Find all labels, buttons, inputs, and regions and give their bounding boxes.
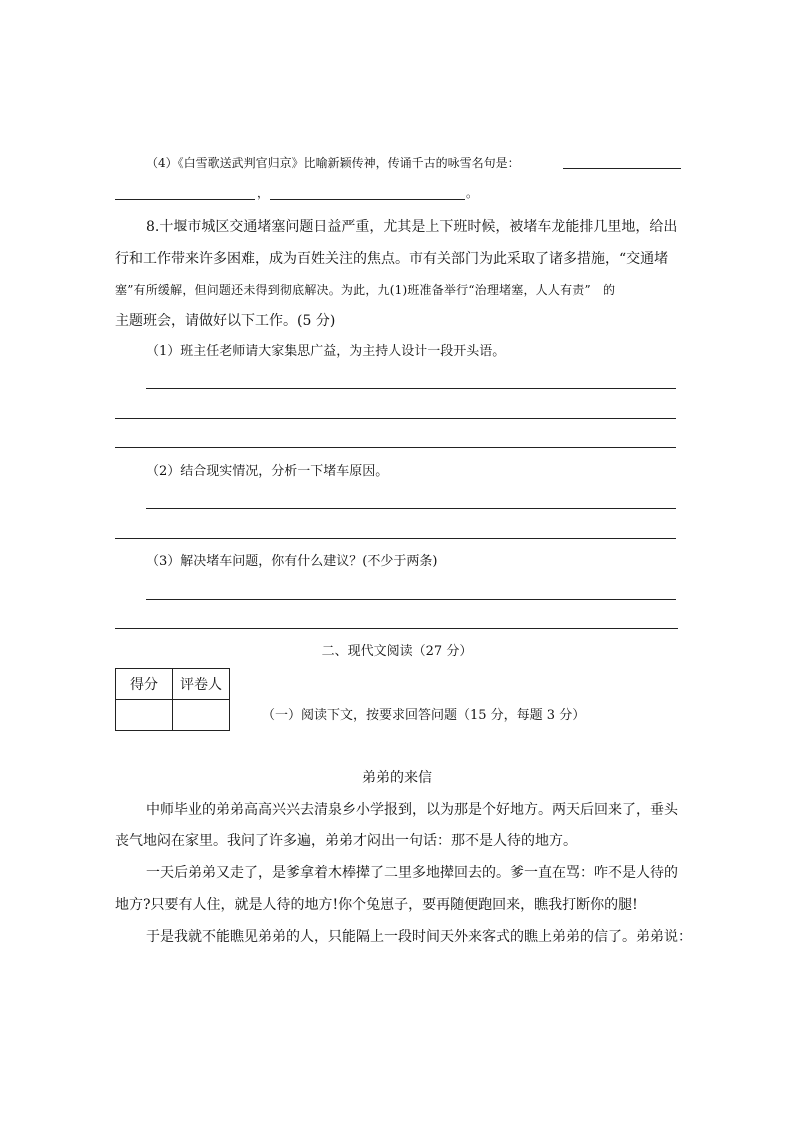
q8-intro-line-1: 8.十堰市城区交通堵塞问题日益严重，尤其是上下班时候，被堵车龙能排几里地，给出 xyxy=(146,219,678,235)
part1-instruction: （一）阅读下文，按要求回答问题（15 分，每题 3 分） xyxy=(262,708,586,723)
section-title: 二、现代文阅读（27 分） xyxy=(321,644,473,659)
passage-line: 于是我就不能瞧见弟弟的人，只能隔上一段时间天外来客式的瞧上弟弟的信了。弟弟说： xyxy=(146,929,692,945)
answer-line[interactable] xyxy=(146,599,676,600)
q8-sub3: （3）解决堵车问题，你有什么建议？(不少于两条) xyxy=(146,554,438,569)
blank-end-mark: 。 xyxy=(466,186,479,200)
q8-sub2: （2）结合现实情况，分析一下堵车原因。 xyxy=(146,464,389,479)
passage-line: 地方?只要有人住，就是人待的地方!你个兔崽子，要再随便跑回来，瞧我打断你的腿! xyxy=(115,897,638,913)
q7-part4-prompt: （4）《白雪歌送武判官归京》比喻新颖传神，传诵千古的咏雪名句是： xyxy=(146,156,520,170)
answer-line[interactable] xyxy=(115,447,676,448)
answer-line[interactable] xyxy=(115,628,678,629)
q8-intro-line-4: 主题班会，请做好以下工作。(5 分) xyxy=(115,313,336,329)
q8-sub1: （1）班主任老师请大家集思广益，为主持人设计一段开头语。 xyxy=(146,344,506,359)
answer-line[interactable] xyxy=(115,538,676,539)
answer-line[interactable] xyxy=(115,418,676,419)
answer-line[interactable] xyxy=(146,388,676,389)
passage-line: 中师毕业的弟弟高高兴兴去清泉乡小学报到，以为那是个好地方。两天后回来了，垂头 xyxy=(146,802,678,818)
answer-blank-1[interactable] xyxy=(563,168,681,169)
passage-line: 一天后弟弟又走了，是爹拿着木棒撵了二里多地撵回去的。爹一直在骂：咋不是人待的 xyxy=(146,865,678,881)
passage-line: 丧气地闷在家里。我问了许多遍，弟弟才闷出一句话：那不是人待的地方。 xyxy=(115,833,577,849)
score-table xyxy=(115,668,230,731)
answer-line[interactable] xyxy=(146,508,676,509)
blank-separator: ， xyxy=(257,186,270,200)
score-cell[interactable] xyxy=(116,700,173,731)
q8-intro-line-3: 塞”有所缓解，但问题还未得到彻底解决。为此，九(1)班准备举行“治理堵塞，人人有责” 的 xyxy=(115,283,616,297)
grader-cell[interactable] xyxy=(173,700,230,731)
answer-blank-3[interactable] xyxy=(270,199,465,200)
q8-intro-line-2: 行和工作带来许多困难，成为百姓关注的焦点。市有关部门为此采取了诸多措施，“交通堵 xyxy=(115,251,669,267)
passage-title: 弟弟的来信 xyxy=(362,770,432,786)
answer-blank-2[interactable] xyxy=(115,199,255,200)
grader-header: 评卷人 xyxy=(173,669,230,700)
score-header: 得分 xyxy=(116,669,173,700)
